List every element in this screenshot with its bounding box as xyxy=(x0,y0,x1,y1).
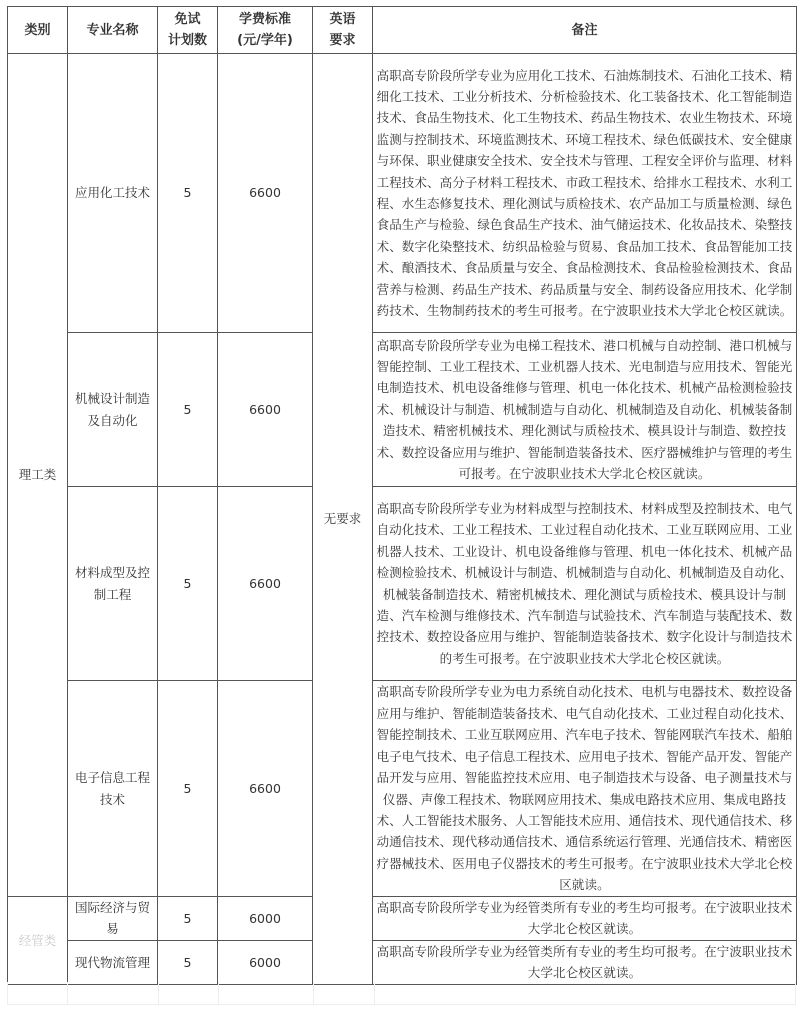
header-fee-line1: 学费标准 xyxy=(238,12,291,27)
fee-cell: 6000 xyxy=(218,940,313,984)
faded-cell xyxy=(218,982,313,1005)
header-english xyxy=(313,7,373,54)
table-row xyxy=(8,897,797,941)
major-line2: 及自动化 xyxy=(87,412,138,428)
remark-cell: 高职高专阶段所学专业为材料成型与控制技术、材料成型及控制技术、电气自动化技术、工业工程技术、工业过程自动化技术、工业互联网应用、工业机器人技术、工业设计、机电设备维修与管理、机电一体化技术、机械产品检测检验技术、机械设计与制造、机械制造与自动化、机械制造及自动化、机械装备制造技术、精密机械技术、理化测试与质检技术、模具设计与制造、汽车检测与维修技术、汽车制造与试验技术、汽车制造与装配技术、数控技术、数控设备应用与维护、智能制造装备技术、数字化设计与制造技术的考生可报考。在宁波职业技术大学北仑校区就读。 xyxy=(373,487,797,681)
remark-cell: 高职高专阶段所学专业为经管类所有专业的考生均可报考。在宁波职业技术大学北仑校区就读。 xyxy=(373,897,797,941)
category-cell: 理工类 xyxy=(8,54,68,897)
table-row xyxy=(8,681,797,897)
fee-cell: 6600 xyxy=(218,681,313,897)
major-cell xyxy=(68,681,158,897)
major-line1: 材料成型及控 xyxy=(74,565,150,581)
major-cell: 应用化工技术 xyxy=(68,54,158,333)
quota-cell: 5 xyxy=(158,487,218,681)
header-fee-line2: (元/学年) xyxy=(237,33,293,48)
major-cell xyxy=(68,897,158,941)
major-line1: 国际经济与贸 xyxy=(74,900,150,915)
header-english-line2: 要求 xyxy=(329,33,356,48)
fee-cell: 6600 xyxy=(218,54,313,333)
header-quota-line2: 计划数 xyxy=(167,33,207,48)
major-cell: 现代物流管理 xyxy=(68,940,158,984)
faded-cell xyxy=(313,982,373,1005)
header-english-line1: 英语 xyxy=(329,12,356,27)
fee-cell: 6600 xyxy=(218,333,313,487)
header-major: 专业名称 xyxy=(68,7,158,54)
fee-cell: 6000 xyxy=(218,897,313,941)
fee-cell: 6600 xyxy=(218,487,313,681)
admission-table xyxy=(7,6,797,985)
faded-cell xyxy=(7,982,67,1005)
header-category: 类别 xyxy=(8,7,68,54)
table-row xyxy=(8,54,797,333)
major-cell xyxy=(68,487,158,681)
major-line2: 易 xyxy=(106,921,119,937)
major-line2: 技术 xyxy=(99,791,125,807)
faded-cell xyxy=(67,982,157,1005)
table-row xyxy=(8,333,797,487)
header-row xyxy=(8,7,797,54)
remark-cell: 高职高专阶段所学专业为经管类所有专业的考生均可报考。在宁波职业技术大学北仑校区就读。 xyxy=(373,940,797,984)
header-quota-line1: 免试 xyxy=(174,12,201,27)
major-line2: 制工程 xyxy=(93,586,132,602)
table-row xyxy=(8,487,797,681)
faded-empty-row xyxy=(7,982,796,1004)
header-quota xyxy=(158,7,218,54)
table-row xyxy=(8,940,797,984)
quota-cell: 5 xyxy=(158,333,218,487)
remark-cell: 高职高专阶段所学专业为应用化工技术、石油炼制技术、石油化工技术、精细化工技术、工业分析技术、分析检验技术、化工装备技术、化工智能制造技术、食品生物技术、化工生物技术、药品生物技术、农业生物技术、环境监测与控制技术、环境监测技术、环境工程技术、绿色低碳技术、安全健康与环保、职业健康安全技术、安全技术与管理、工程安全评价与监理、材料工程技术、高分子材料工程技术、市政工程技术、给排水工程技术、水利工程、水生态修复技术、理化测试与质检技术、农产品加工与质量检测、绿色食品生产与检验、绿色食品生产技术、油气储运技术、化妆品技术、染整技术、数字化染整技术、纺织品检验与贸易、食品加工技术、食品智能加工技术、酿酒技术、食品质量与安全、食品检测技术、食品检验检测技术、食品营养与检测、药品生产技术、药品质量与安全、制药设备应用技术、化学制药技术、生物制药技术的考生可报考。在宁波职业技术大学北仑校区就读。 xyxy=(373,54,797,333)
header-remark: 备注 xyxy=(373,7,797,54)
major-line1: 电子信息工程 xyxy=(74,770,150,786)
quota-cell: 5 xyxy=(158,54,218,333)
remark-cell: 高职高专阶段所学专业为电梯工程技术、港口机械与自动控制、港口机械与智能控制、工业工程技术、工业机器人技术、光电制造与应用技术、智能光电制造技术、机电设备维修与管理、机电一体化技术、机械产品检测检验技术、机械设计与制造、机械制造与自动化、机械制造及自动化、机械装备制造技术、精密机械技术、理化测试与质检技术、模具设计与制造、数控技术、数控设备应用与维护、智能制造装备技术、医疗器械维护与管理的考生可报考。在宁波职业技术大学北仑校区就读。 xyxy=(373,333,797,487)
header-fee xyxy=(218,7,313,54)
remark-cell: 高职高专阶段所学专业为电力系统自动化技术、电机与电器技术、数控设备应用与维护、智能制造装备技术、电气自动化技术、工业过程自动化技术、智能控制技术、工业互联网应用、汽车电子技术、智能网联汽车技术、船舶电子电气技术、电子信息工程技术、应用电子技术、智能产品开发、智能产品开发与应用、智能监控技术应用、电子制造技术与设备、电子测量技术与仪器、声像工程技术、物联网应用技术、集成电路技术应用、集成电路技术、人工智能技术服务、人工智能技术应用、通信技术、现代通信技术、移动通信技术、现代移动通信技术、通信系统运行管理、光通信技术、精密医疗器械技术、医用电子仪器技术的考生可报考。在宁波职业技术大学北仑校区就读。 xyxy=(373,681,797,897)
category-cell: 经管类 xyxy=(8,897,68,985)
quota-cell: 5 xyxy=(158,940,218,984)
quota-cell: 5 xyxy=(158,681,218,897)
major-line1: 机械设计制造 xyxy=(74,391,150,407)
major-cell xyxy=(68,333,158,487)
faded-cell xyxy=(374,982,796,1005)
faded-cell xyxy=(158,982,218,1005)
quota-cell: 5 xyxy=(158,897,218,941)
english-requirement-cell: 无要求 xyxy=(313,54,373,985)
